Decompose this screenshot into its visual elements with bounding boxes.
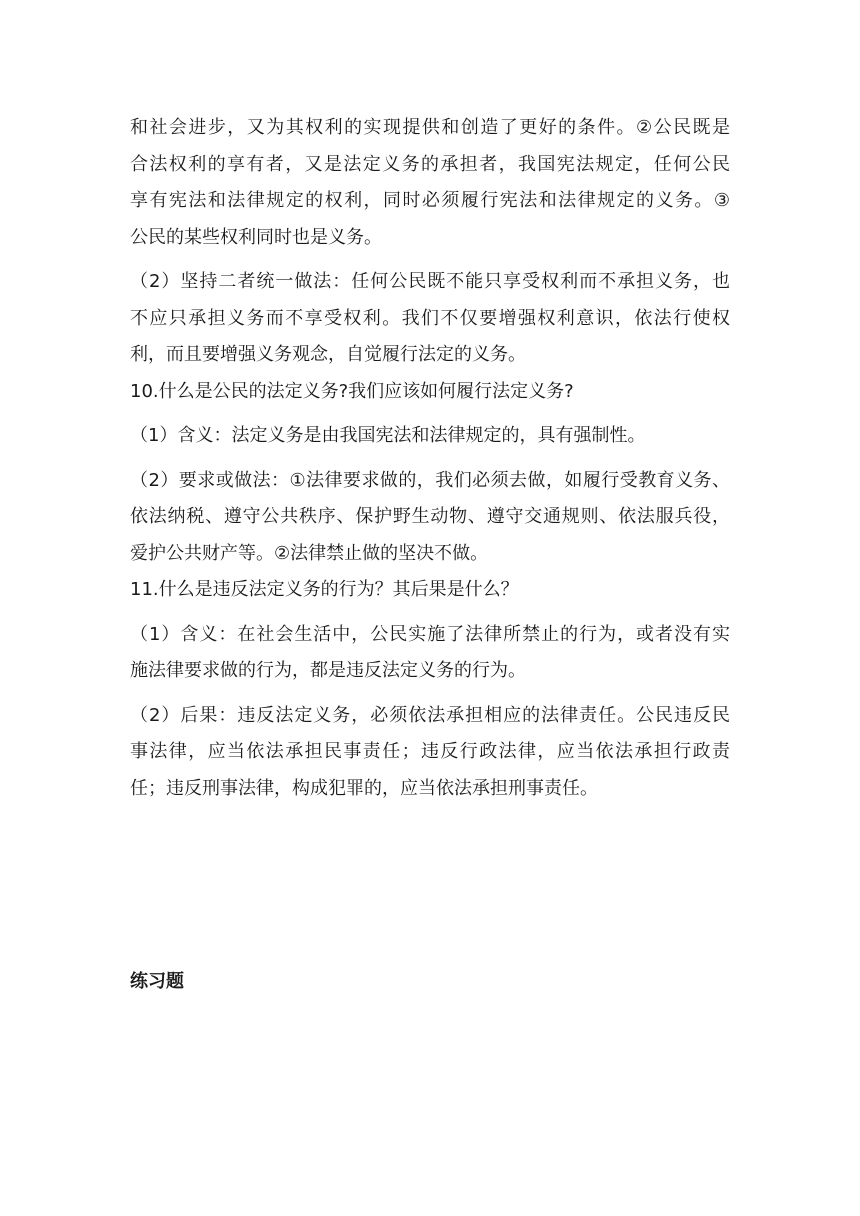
question-11-heading: 11.什么是违反法定义务的行为？其后果是什么？: [130, 579, 519, 600]
question-10-heading: 10.什么是公民的法定义务?我们应该如何履行法定义务?: [130, 380, 574, 402]
spacer: [130, 455, 730, 463]
section-title-exercises: 练习题: [130, 971, 184, 992]
text-line: 和社会进步，又为其权利的实现提供和创造了更好的条件。②公民既是: [130, 117, 730, 138]
text-line: （2）后果：违反法定义务，必须依法承担相应的法律责任。公民违反民: [130, 704, 730, 726]
text-line: 依法纳税、遵守公共秩序、保护野生动物、遵守交通规则、依法服兵役，: [130, 506, 730, 527]
text-line: 利，而且要增强义务观念，自觉履行法定的义务。: [130, 344, 526, 365]
paragraph-violation-consequences: [130, 698, 730, 808]
paragraph-unity-practice: [130, 264, 730, 374]
spacer: [130, 256, 730, 264]
spacer: [130, 609, 730, 617]
text-line: 爱护公共财产等。②法律禁止做的坚决不做。: [130, 542, 489, 564]
document-body: [130, 110, 730, 807]
spacer: [130, 410, 730, 418]
text-line: 享有宪法和法律规定的权利，同时必须履行宪法和法律规定的义务。③: [130, 190, 730, 211]
text-line: 事法律，应当依法承担民事责任；违反行政法律，应当依法承担行政责: [130, 741, 730, 762]
text-line: 任；违反刑事法律，构成犯罪的，应当依法承担刑事责任。: [130, 777, 598, 799]
text-line: （2）坚持二者统一做法：任何公民既不能只享受权利而不承担义务，也: [130, 271, 730, 292]
text-line: （1）含义：在社会生活中，公民实施了法律所禁止的行为，或者没有实: [130, 623, 730, 645]
paragraph-duty-meaning: [130, 418, 730, 455]
text-line: 公民的某些权利同时也是义务。: [130, 226, 382, 248]
text-line: 施法律要求做的行为，都是违反法定义务的行为。: [130, 660, 526, 681]
paragraph-duty-requirements: [130, 463, 730, 573]
text-line: （1）含义：法定义务是由我国宪法和法律规定的，具有强制性。: [130, 425, 646, 446]
text-line: （2）要求或做法：①法律要求做的，我们必须去做，如履行受教育义务、: [130, 469, 730, 491]
text-line: 不应只承担义务而不享受权利。我们不仅要增强权利意识，依法行使权: [130, 307, 730, 329]
text-line: 合法权利的享有者，又是法定义务的承担者，我国宪法规定，任何公民: [130, 153, 730, 175]
spacer: [130, 690, 730, 698]
paragraph-rights-duties: [130, 110, 730, 256]
paragraph-violation-meaning: [130, 617, 730, 690]
